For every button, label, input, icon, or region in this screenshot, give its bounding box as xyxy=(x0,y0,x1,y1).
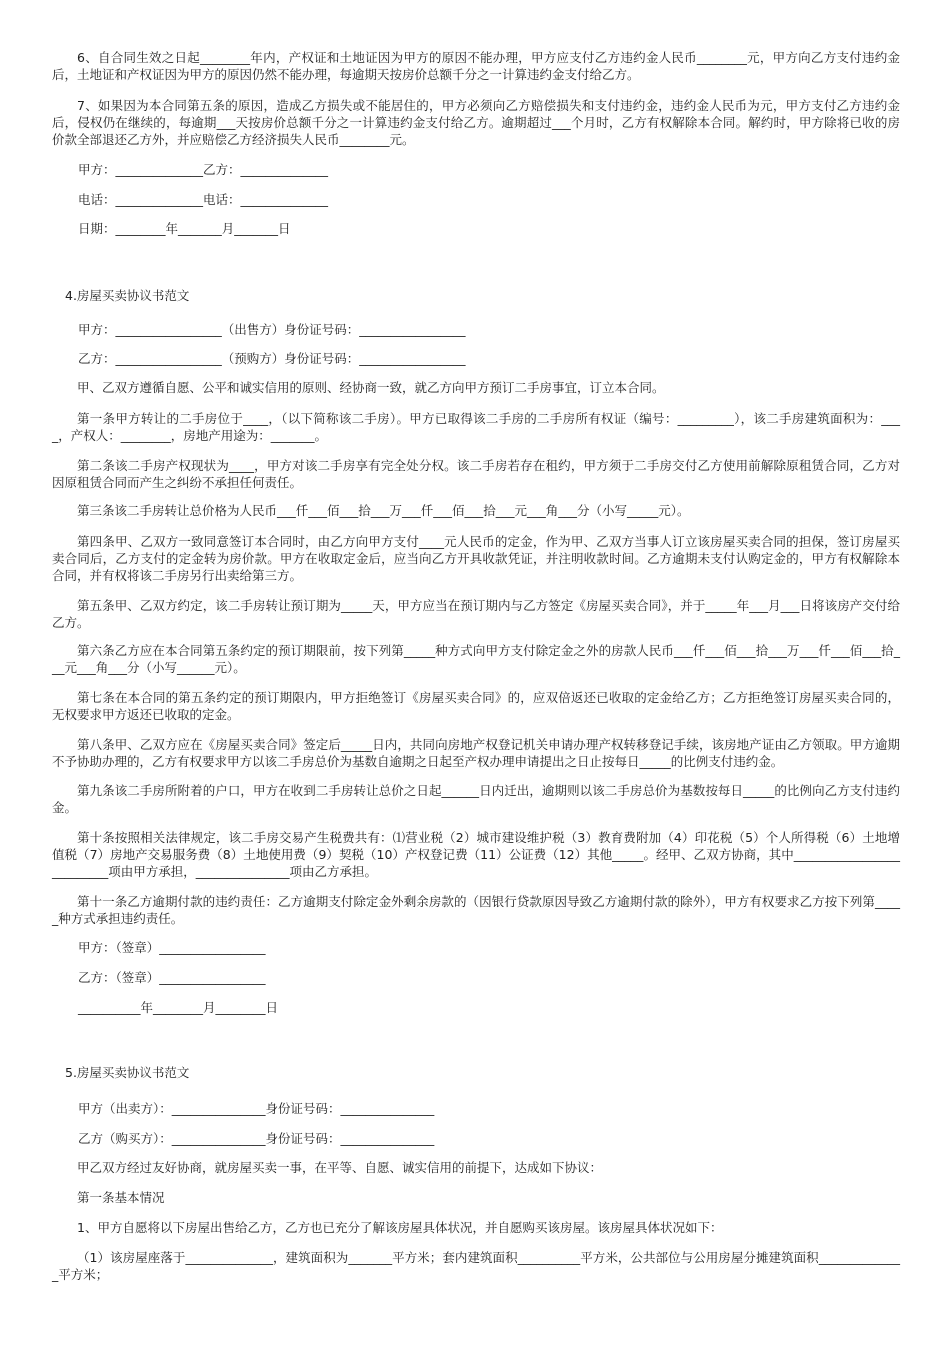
article-5: 第五条甲、乙双方约定，该二手房转让预订期为_____天，甲方应当在预订期内与乙方签定《房屋买卖合同》，并于_____年___月___日将该房产交付给乙方。 xyxy=(52,598,900,630)
agreement-intro-5: 甲乙双方经过友好协商，就房屋买卖一事，在平等、自愿、诚实信用的前提下，达成如下协议： xyxy=(77,1160,603,1175)
article-9: 第九条该二手房所附着的户口，甲方在收到二手房转让总价之日起______日内迁出，逾期则以该二手房总价为基数按每日_____的比例向乙方支付违约金。 xyxy=(52,783,900,815)
signature-date: 日期：________年_______月_______日 xyxy=(78,221,291,236)
party-b-line: 乙方：_________________（预购方）身份证号码：_________________ xyxy=(78,351,466,366)
article-7: 第七条在本合同的第五条约定的预订期限内，甲方拒绝签订《房屋买卖合同》的，应双倍返还已收取的定金给乙方；乙方拒绝签订房屋买卖合同的，无权要求甲方返还已收取的定金。 xyxy=(52,690,900,722)
article-8: 第八条甲、乙双方应在《房屋买卖合同》签定后_____日内，共同向房地产权登记机关申请办理产权转移登记手续，该房地产证由乙方领取。甲方逾期不予协助办理的，乙方有权要求甲方以该二手房总价为基数自逾期之日起至产权办理申请提出之日止按每日_____的比例支付违约金。 xyxy=(52,737,900,769)
signature-parties: 甲方：______________乙方：______________ xyxy=(78,162,329,177)
signature-date-4: __________年________月________日 xyxy=(78,1000,279,1015)
clause-7: 7、如果因为本合同第五条的原因，造成乙方损失或不能居住的，甲方必须向乙方赔偿损失和支付违约金，违约金人民币为元，甲方支付乙方违约金后，侵权仍在继续的，每逾期___天按房价总额千分之一计算违约金支付给乙方。逾期超过___个月时，乙方有权解除本合同。解约时，甲方除将已收的房价款全部退还乙方外，并应赔偿乙方经济损失人民币________元。 xyxy=(52,98,900,147)
article-3: 第三条该二手房转让总价格为人民币___仟___佰___拾___万___仟___佰___拾___元___角___分（小写_____元）。 xyxy=(77,503,690,518)
signature-party-a: 甲方：（签章）_________________ xyxy=(78,940,266,955)
section-4-title: 4.房屋买卖协议书范文 xyxy=(65,288,190,303)
article-1-title: 第一条基本情况 xyxy=(77,1190,165,1205)
signature-phones: 电话：______________电话：______________ xyxy=(78,192,329,207)
item-1-1: （1）该房屋座落于______________，建筑面积为_______平方米；套内建筑面积__________平方米，公共部位与公用房屋分摊建筑面积______________平方米； xyxy=(52,1250,900,1282)
article-11: 第十一条乙方逾期付款的违约责任：乙方逾期支付除定金外剩余房款的（因银行贷款原因导致乙方逾期付款的除外），甲方有权要求乙方按下列第_____种方式承担违约责任。 xyxy=(52,894,900,926)
party-a-line: 甲方：_________________（出售方）身份证号码：_________________ xyxy=(78,322,466,337)
item-1: 1、甲方自愿将以下房屋出售给乙方，乙方也已充分了解该房屋具体状况，并自愿购买该房屋。该房屋具体状况如下： xyxy=(77,1220,723,1235)
article-4: 第四条甲、乙双方一致同意签订本合同时，由乙方向甲方支付____元人民币的定金，作为甲、乙双方当事人订立该房屋买卖合同的担保，签订房屋买卖合同后，乙方支付的定金转为房价款。甲方在收取定金后，应当向乙方开具收款凭证，并注明收款时间。乙方逾期未支付认购定金的，甲方有权解除本合同，并有权将该二手房另行出卖给第三方。 xyxy=(52,534,900,583)
article-6: 第六条乙方应在本合同第五条约定的预订期限前，按下列第_____种方式向甲方支付除定金之外的房款人民币___仟___佰___拾___万___仟___佰___拾___元___角___分（小写______元）。 xyxy=(52,643,900,675)
section-5-title: 5.房屋买卖协议书范文 xyxy=(65,1065,190,1080)
article-2: 第二条该二手房产权现状为____，甲方对该二手房享有完全处分权。该二手房若存在租约，甲方须于二手房交付乙方使用前解除原租赁合同，乙方对因原租赁合同而产生之纠纷不承担任何责任。 xyxy=(52,458,900,490)
article-1: 第一条甲方转让的二手房位于____，（以下简称该二手房）。甲方已取得该二手房的二手房所有权证（编号：_________），该二手房建筑面积为：____，产权人：________，房地产用途为：_______。 xyxy=(52,411,900,443)
buyer-line: 乙方（购买方）：_______________身份证号码：_______________ xyxy=(78,1131,435,1146)
article-10: 第十条按照相关法律规定，该二手房交易产生税费共有：⑴营业税（2）城市建设维护税（3）教育费附加（4）印花税（5）个人所得税（6）土地增值税（7）房地产交易服务费（8）土地使用费（9）契税（10）产权登记费（11）公证费（12）其他_____。经甲、乙双方协商，其中__________________________项由甲方承担，_______________项由乙方承担。 xyxy=(52,830,900,879)
signature-party-b: 乙方：（签章）_________________ xyxy=(78,970,266,985)
seller-line: 甲方（出卖方）：_______________身份证号码：_______________ xyxy=(78,1101,435,1116)
clause-6: 6、自合同生效之日起________年内，产权证和土地证因为甲方的原因不能办理，甲方应支付乙方违约金人民币________元，甲方向乙方支付违约金后，土地证和产权证因为甲方的原因仍然不能办理，每逾期天按房价总额千分之一计算违约金支付给乙方。 xyxy=(52,50,900,82)
agreement-intro: 甲、乙双方遵循自愿、公平和诚实信用的原则、经协商一致，就乙方向甲方预订二手房事宜，订立本合同。 xyxy=(77,380,665,395)
